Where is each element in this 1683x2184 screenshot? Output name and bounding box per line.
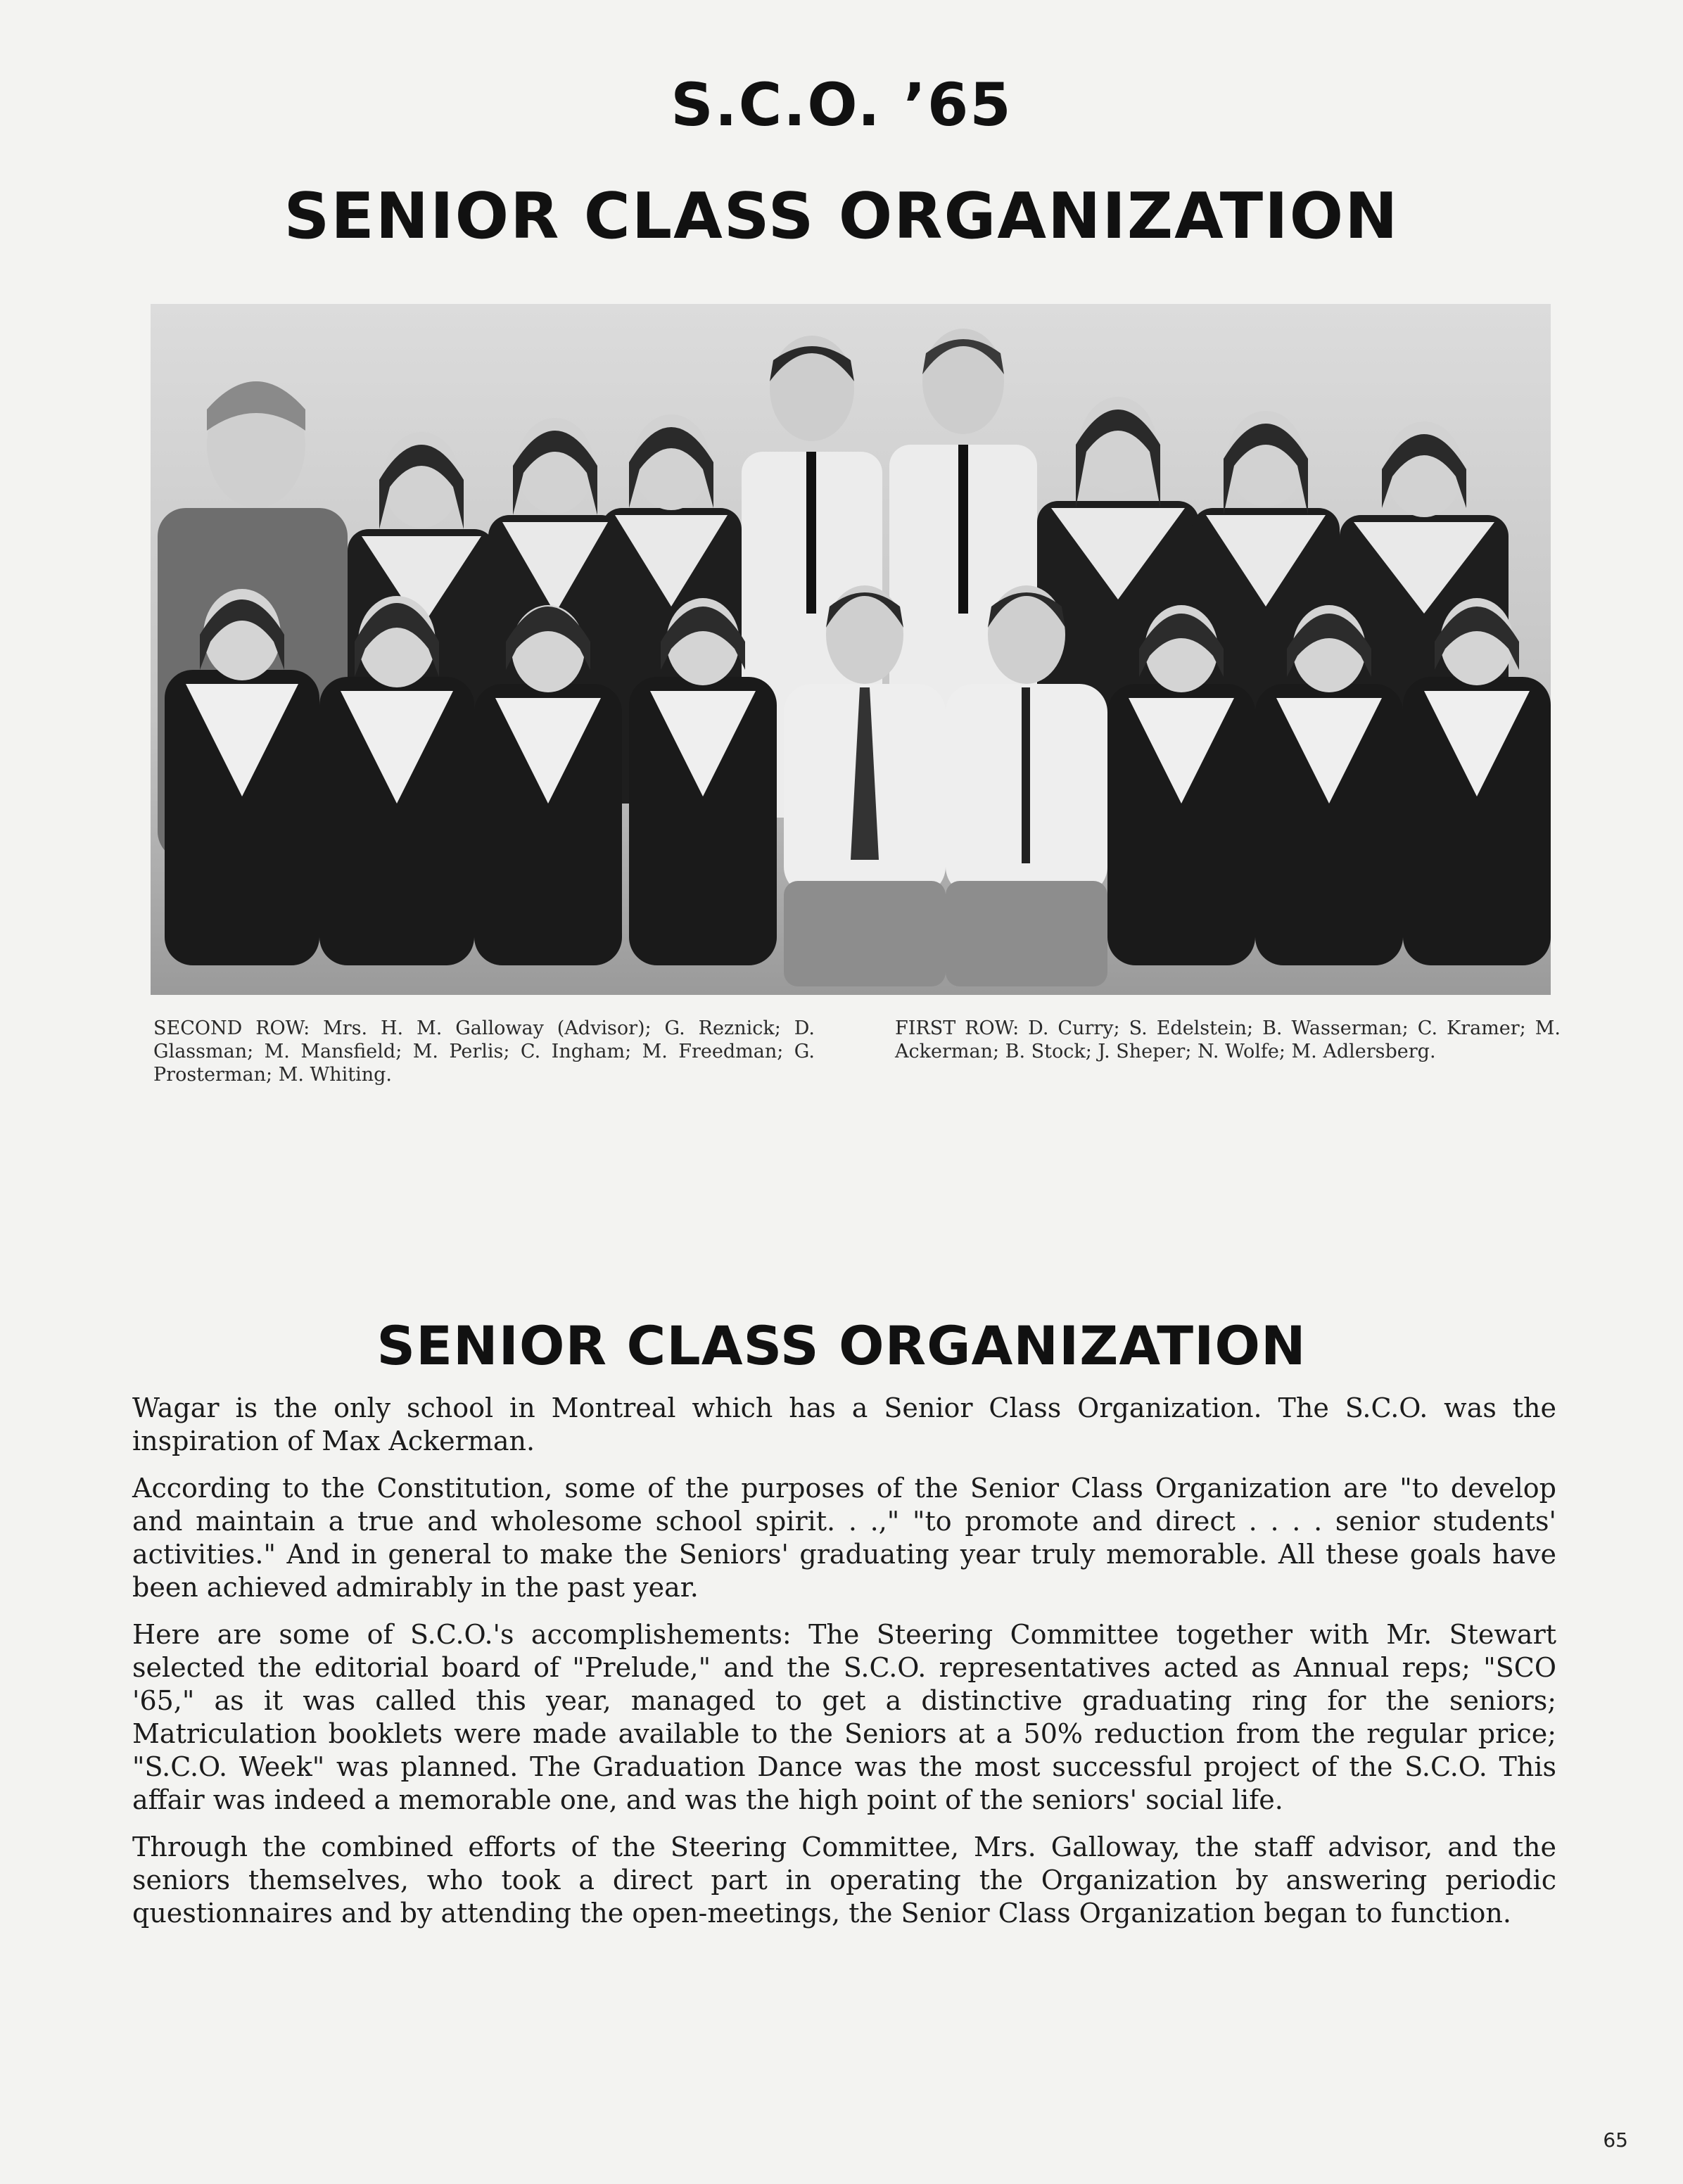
page-title-organization: SENIOR CLASS ORGANIZATION xyxy=(284,179,1399,253)
article-paragraph-2: According to the Constitution, some of the purposes of the Senior Class Organization are "to develop and maintain a true and wholesome school spirit. . .," "to promote and direct . . . . senior students' activities." And in general to make the Seniors' graduating year truly memorable. All these goals have been achieved admirably in the past year. xyxy=(132,1473,1556,1603)
group-photo xyxy=(151,304,1551,995)
page-number: 65 xyxy=(1603,2128,1628,2152)
article-paragraph-1: Wagar is the only school in Montreal which has a Senior Class Organization. The S.C.O. was the inspiration of Max Ackerman. xyxy=(132,1392,1556,1456)
article-paragraph-4: Through the combined efforts of the Steering Committee, Mrs. Galloway, the staff advisor, and the seniors themselves, who took a direct part in operating the Organization by answering periodic questionnaires and by attending the open-meetings, the Senior Class Organization began to function. xyxy=(132,1831,1556,1929)
caption-first-row: FIRST ROW: D. Curry; S. Edelstein; B. Wasserman; C. Kramer; M. Ackerman; B. Stock; J. Sheper; N. Wolfe; M. Adlersberg. xyxy=(895,1017,1561,1062)
article-paragraph-3: Here are some of S.C.O.'s accomplishements: The Steering Committee together with Mr. Stewart selected the editorial board of "Prelude," and the S.C.O. representatives acted as Annual reps; "SCO '65," as it was called this year, managed to get a distinctive graduating ring for the seniors; Matriculation booklets were made available to the Seniors at a 50% reduction from the regular price; "S.C.O. Week" was planned. The Graduation Dance was the most successful project of the S.C.O. This affair was indeed a memorable one, and was the high point of the seniors' social life. xyxy=(132,1619,1556,1815)
section-heading: SENIOR CLASS ORGANIZATION xyxy=(376,1314,1307,1377)
article-body xyxy=(132,1392,1556,1944)
front-row-figures xyxy=(165,585,1551,986)
page-title-sco: S.C.O. ’65 xyxy=(671,70,1012,139)
group-photo-illustration xyxy=(151,304,1551,995)
caption-second-row: SECOND ROW: Mrs. H. M. Galloway (Advisor); G. Reznick; D. Glassman; M. Mansfield; M. Perlis; C. Ingham; M. Freedman; G. Prosterman; M. Whiting. xyxy=(153,1017,815,1086)
